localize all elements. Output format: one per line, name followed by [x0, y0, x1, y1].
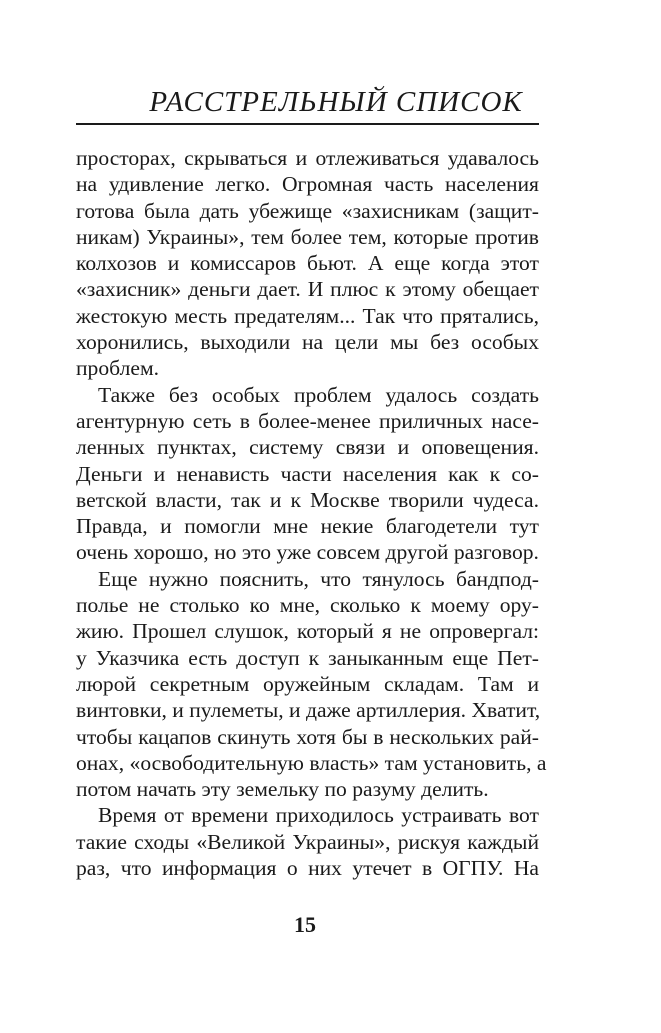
text-line: на удивление легко. Огромная часть населения: [76, 172, 539, 197]
text-line: проблем.: [76, 356, 160, 381]
text-line: ветской власти, так и к Москве творили чудеса.: [76, 487, 539, 512]
text-line: очень хорошо, но это уже совсем другой разговор.: [76, 540, 539, 565]
text-line: раз, что информация о них утечет в ОГПУ. На: [76, 856, 539, 881]
text-line: Правда, и помогли мне некие благодетели тут: [76, 514, 539, 539]
text-line: хоронились, выходили на цели мы без особых: [76, 330, 539, 355]
text-line: винтовки, и пулеметы, и даже артиллерия. Хватит,: [76, 698, 541, 723]
text-line: жестокую месть предателям... Так что прятались,: [76, 303, 539, 328]
text-line: люрой секретным оружейным складам. Там и: [76, 671, 539, 696]
running-header: [136, 82, 536, 122]
text-line: агентурную сеть в более-менее приличных насе-: [76, 408, 539, 433]
text-line: Еще нужно пояснить, что тянулось бандпод-: [98, 566, 539, 591]
text-line: полье не столько ко мне, сколько к моему ору-: [76, 593, 539, 618]
text-line: готова была дать убежище «захисникам (защит-: [76, 198, 539, 223]
text-line: чтобы кацапов скинуть хотя бы в нескольких рай-: [76, 724, 539, 749]
text-line: Также без особых проблем удалось создать: [98, 382, 539, 407]
text-line: жию. Прошел слушок, который я не опровергал:: [76, 619, 539, 644]
header-divider: [76, 123, 539, 125]
paragraph: [76, 566, 547, 803]
paragraph: [76, 802, 539, 881]
text-line: «захисник» деньги дает. И плюс к этому обещает: [76, 277, 539, 302]
text-line: просторах, скрываться и отлеживаться удавалось: [76, 146, 539, 170]
text-line: онах, «освободительную власть» там установить, а: [76, 750, 547, 775]
text-line: ленных пунктах, систему связи и оповещения.: [76, 435, 539, 460]
page-number: 15: [294, 912, 316, 937]
text-line: Деньги и ненависть части населения как к со-: [76, 461, 539, 486]
text-line: у Указчика есть доступ к заныканным еще Пет-: [76, 645, 539, 670]
paragraph: [76, 382, 539, 566]
paragraph: [76, 145, 539, 382]
body-text: [76, 145, 547, 881]
text-line: Время от времени приходилось устраивать вот: [98, 803, 539, 828]
running-header-title: РАССТРЕЛЬНЫЙ СПИСОК: [149, 86, 523, 118]
text-line: такие сходы «Великой Украины», рискуя каждый: [76, 829, 539, 854]
text-line: колхозов и комиссаров бьют. А еще когда этот: [76, 251, 539, 276]
text-line: никам) Украины», тем более тем, которые против: [76, 224, 539, 249]
text-line: потом начать эту земельку по разуму делить.: [76, 777, 489, 802]
